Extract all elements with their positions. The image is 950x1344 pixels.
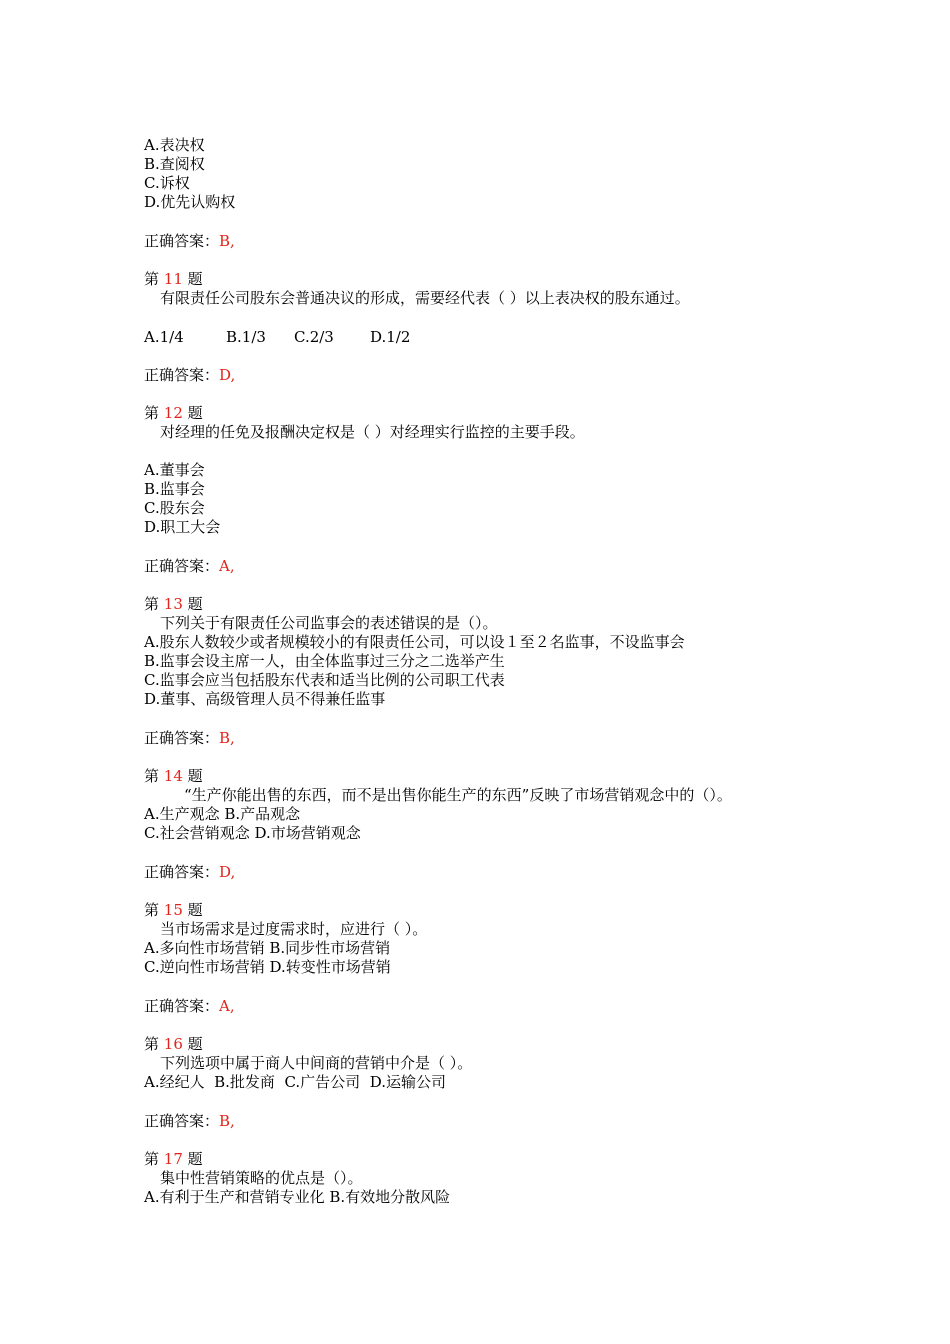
answer-value: A, bbox=[219, 997, 235, 1015]
question-stem: 有限责任公司股东会普通决议的形成，需要经代表（ ）以上表决权的股东通过。 bbox=[160, 289, 690, 307]
option-c: C.诉权 bbox=[144, 174, 190, 192]
options-line-1: A.有利于生产和营销专业化 B.有效地分散风险 bbox=[144, 1188, 451, 1206]
option-a: A.表决权 bbox=[144, 136, 205, 154]
answer-label: 正确答案： bbox=[144, 232, 220, 250]
answer-line bbox=[144, 232, 235, 251]
question-suffix: 题 bbox=[187, 270, 203, 288]
question-suffix: 题 bbox=[187, 595, 203, 613]
question-stem: 当市场需求是过度需求时，应进行（ ）。 bbox=[160, 920, 428, 938]
question-suffix: 题 bbox=[187, 404, 203, 422]
question-suffix: 题 bbox=[187, 901, 203, 919]
option-c: C.股东会 bbox=[144, 499, 205, 517]
answer-label: 正确答案： bbox=[144, 366, 220, 384]
answer-value: D, bbox=[219, 366, 236, 384]
question-header bbox=[144, 901, 203, 920]
question-number: 12 bbox=[163, 404, 183, 422]
option-d: D.1/2 bbox=[370, 328, 411, 346]
option-a: A.1/4 bbox=[144, 328, 184, 346]
question-stem: “生产你能出售的东西，而不是出售你能生产的东西”反映了市场营销观念中的（）。 bbox=[184, 786, 732, 804]
question-suffix: 题 bbox=[187, 767, 203, 785]
answer-value: B, bbox=[219, 232, 235, 250]
answer-label: 正确答案： bbox=[144, 997, 220, 1015]
answer-line bbox=[144, 863, 235, 882]
question-stem: 下列选项中属于商人中间商的营销中介是（ ）。 bbox=[160, 1054, 473, 1072]
question-number: 17 bbox=[163, 1150, 183, 1168]
question-stem: 下列关于有限责任公司监事会的表述错误的是（）。 bbox=[160, 614, 498, 632]
question-stem: 对经理的任免及报酬决定权是（ ）对经理实行监控的主要手段。 bbox=[160, 423, 585, 441]
option-d: D.职工大会 bbox=[144, 518, 221, 536]
answer-value: B, bbox=[219, 729, 235, 747]
question-prefix: 第 bbox=[144, 270, 160, 288]
options-line-2: C.逆向性市场营销 D.转变性市场营销 bbox=[144, 958, 391, 976]
question-header bbox=[144, 1035, 203, 1054]
options-line-1: A.生产观念 B.产品观念 bbox=[144, 805, 301, 823]
question-number: 16 bbox=[163, 1035, 183, 1053]
answer-line bbox=[144, 729, 235, 748]
question-suffix: 题 bbox=[187, 1035, 203, 1053]
question-number: 13 bbox=[163, 595, 183, 613]
question-prefix: 第 bbox=[144, 901, 160, 919]
option-a: A.股东人数较少或者规模较小的有限责任公司，可以设１至２名监事，不设监事会 bbox=[144, 633, 685, 651]
question-number: 11 bbox=[163, 270, 183, 288]
option-b: B.监事会设主席一人，由全体监事过三分之二选举产生 bbox=[144, 652, 505, 670]
question-number: 15 bbox=[163, 901, 183, 919]
options-line-1: A.经纪人 B.批发商 C.广告公司 D.运输公司 bbox=[144, 1073, 446, 1091]
answer-line bbox=[144, 997, 235, 1016]
question-header bbox=[144, 1150, 203, 1169]
options-line-1: A.多向性市场营销 B.同步性市场营销 bbox=[144, 939, 391, 957]
option-d: D.董事、高级管理人员不得兼任监事 bbox=[144, 690, 386, 708]
answer-line bbox=[144, 1112, 235, 1131]
question-prefix: 第 bbox=[144, 1150, 160, 1168]
question-prefix: 第 bbox=[144, 595, 160, 613]
option-b: B.查阅权 bbox=[144, 155, 205, 173]
question-header bbox=[144, 595, 203, 614]
option-b: B.1/3 bbox=[226, 328, 266, 346]
question-suffix: 题 bbox=[187, 1150, 203, 1168]
answer-line bbox=[144, 557, 235, 576]
question-number: 14 bbox=[163, 767, 183, 785]
question-prefix: 第 bbox=[144, 404, 160, 422]
answer-value: D, bbox=[219, 863, 236, 881]
question-prefix: 第 bbox=[144, 767, 160, 785]
option-c: C.2/3 bbox=[294, 328, 334, 346]
answer-label: 正确答案： bbox=[144, 557, 220, 575]
answer-label: 正确答案： bbox=[144, 863, 220, 881]
answer-label: 正确答案： bbox=[144, 1112, 220, 1130]
answer-line bbox=[144, 366, 235, 385]
question-header bbox=[144, 270, 203, 289]
option-d: D.优先认购权 bbox=[144, 193, 236, 211]
question-header bbox=[144, 404, 203, 423]
answer-label: 正确答案： bbox=[144, 729, 220, 747]
question-header bbox=[144, 767, 203, 786]
option-a: A.董事会 bbox=[144, 461, 205, 479]
question-stem: 集中性营销策略的优点是（）。 bbox=[160, 1169, 363, 1187]
question-prefix: 第 bbox=[144, 1035, 160, 1053]
option-c: C.监事会应当包括股东代表和适当比例的公司职工代表 bbox=[144, 671, 505, 689]
answer-value: B, bbox=[219, 1112, 235, 1130]
option-b: B.监事会 bbox=[144, 480, 205, 498]
options-line-2: C.社会营销观念 D.市场营销观念 bbox=[144, 824, 361, 842]
answer-value: A, bbox=[219, 557, 235, 575]
